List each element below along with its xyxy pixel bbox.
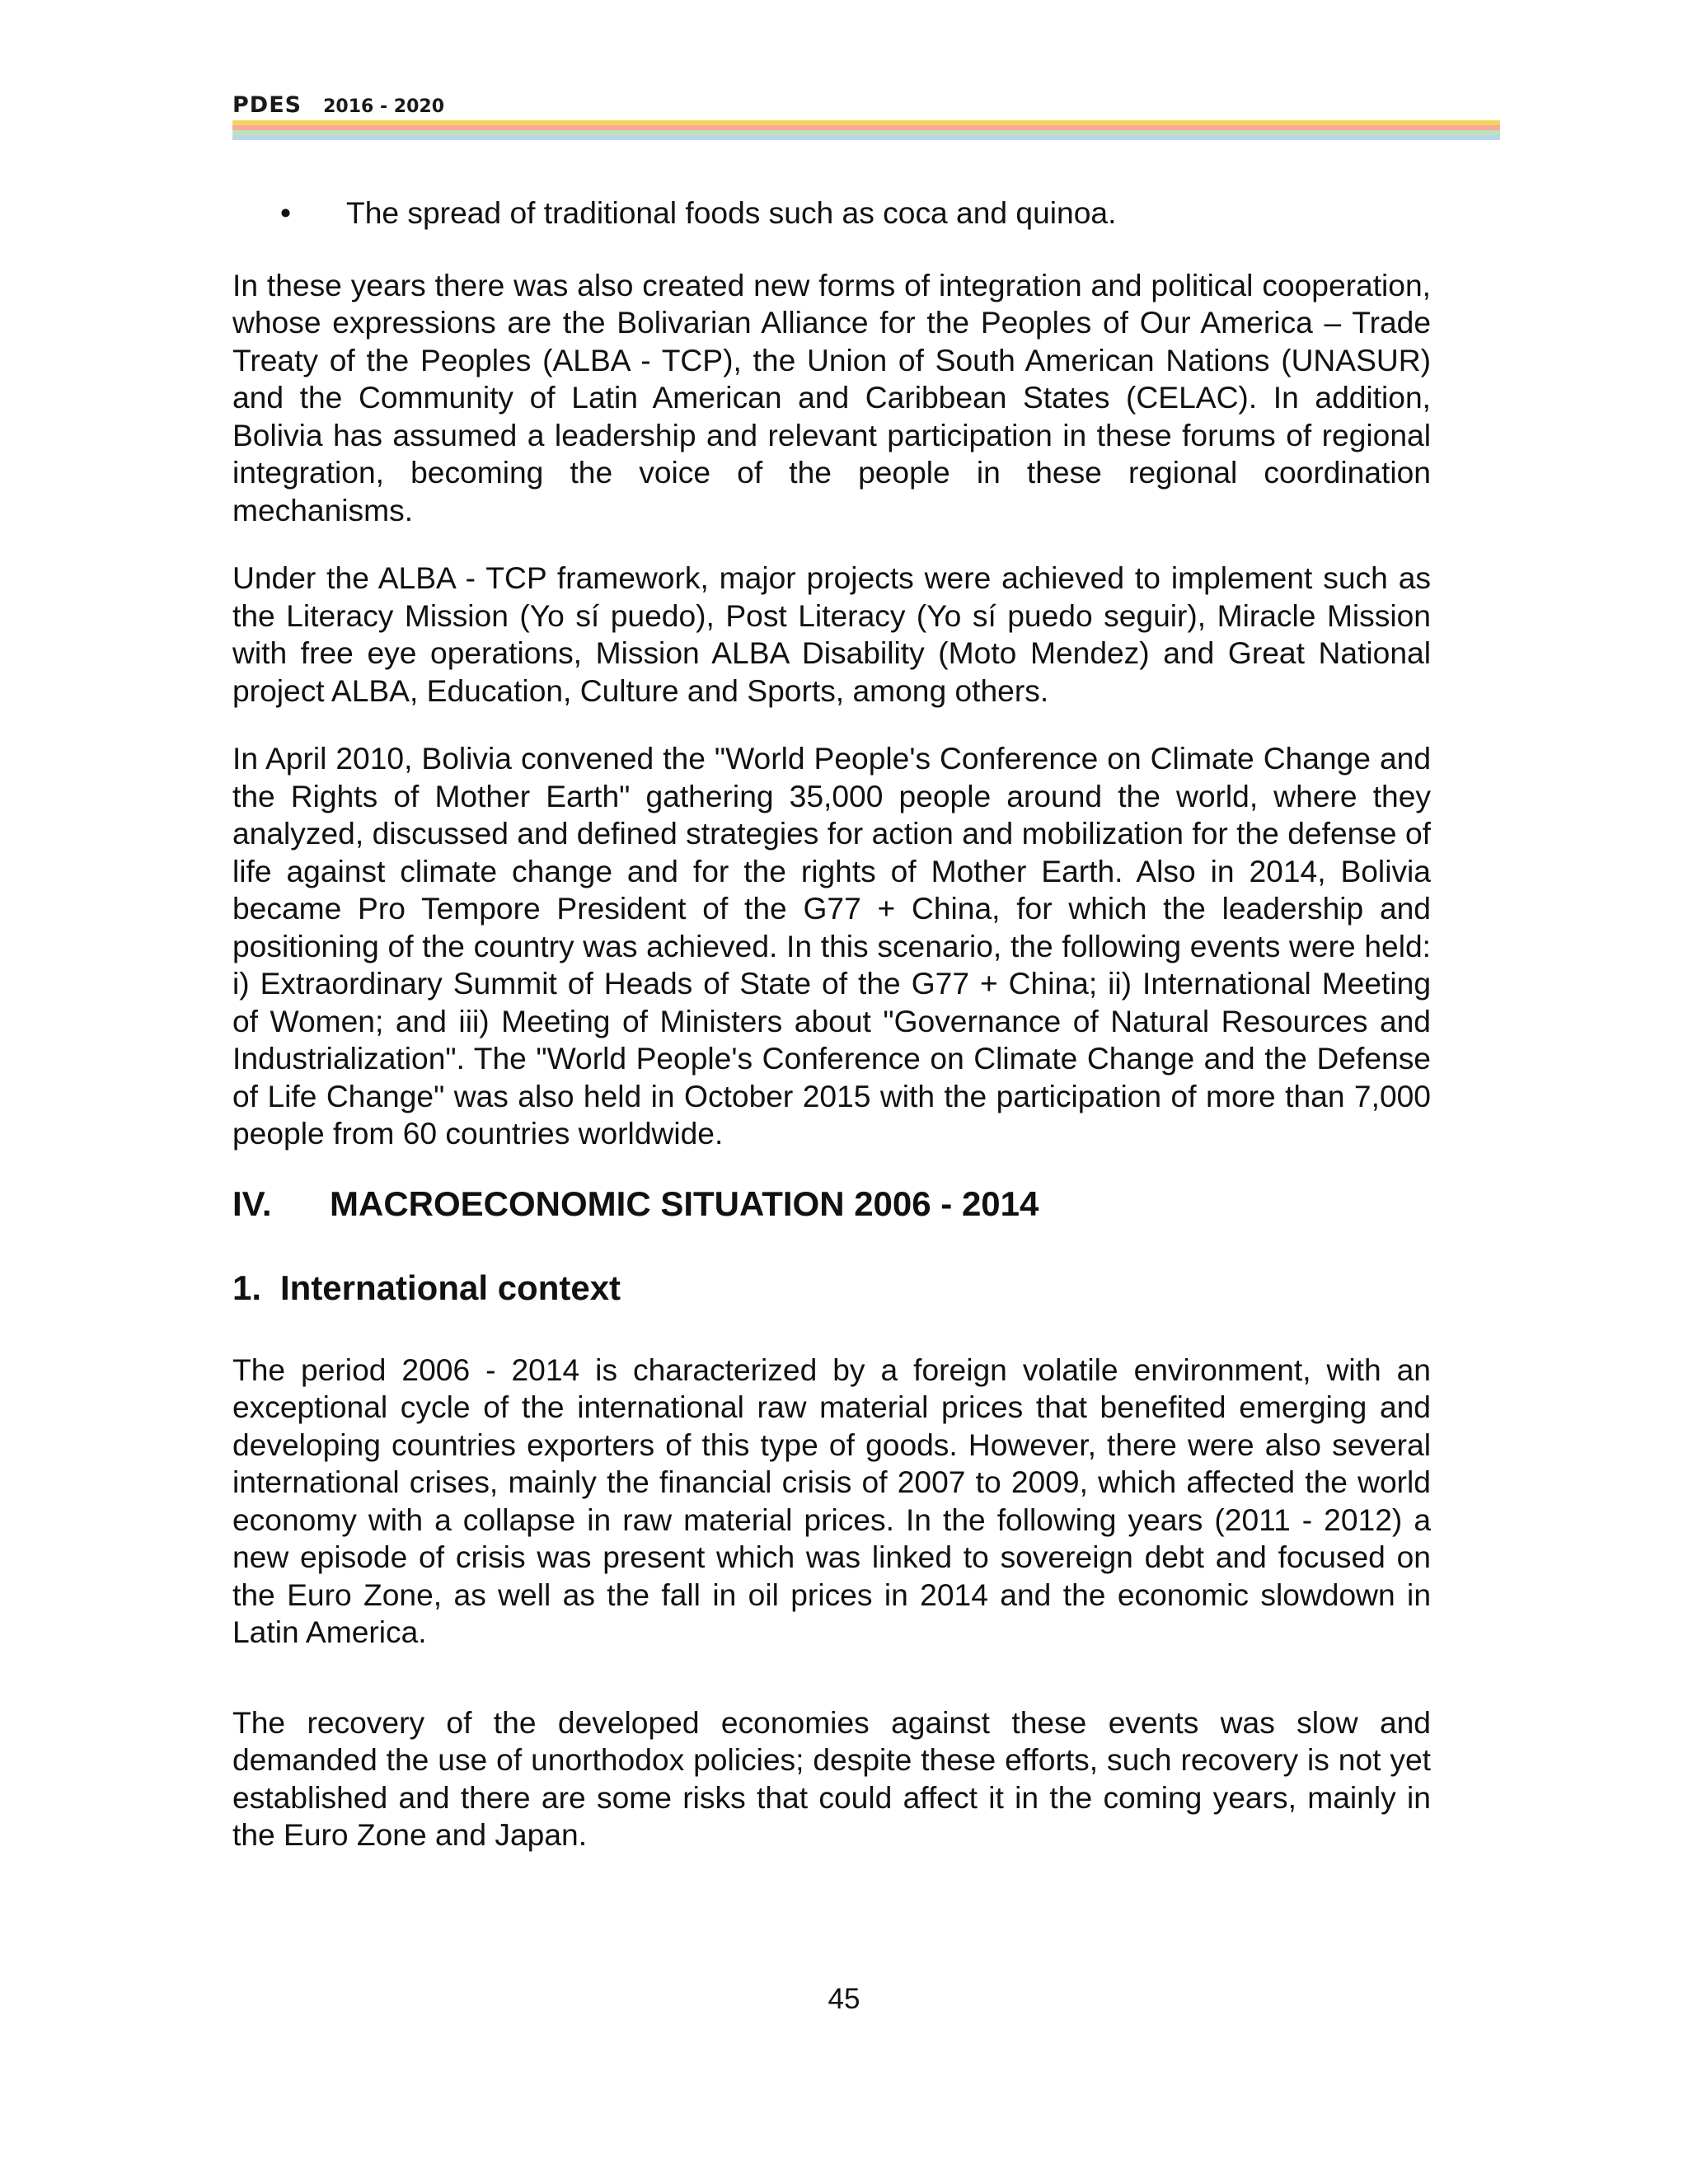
- header-years: 2016 - 2020: [323, 96, 445, 117]
- subsection-heading: [232, 1268, 1431, 1309]
- header-abbr: PDES: [232, 92, 302, 118]
- bullet-symbol: •: [280, 195, 292, 230]
- subsection-number: 1.: [232, 1268, 262, 1307]
- bullet-text: The spread of traditional foods such as coca and quinoa.: [346, 195, 1117, 230]
- paragraph-integration: In these years there was also created new forms of integration and political cooperation, whose expressions are the Bolivarian Alliance for the Peoples of Our America – Trade Treaty of the Peoples (ALBA - TCP), the Union of South American Nations (UNASUR) and the Community of Latin American and Caribbean States (CELAC). In addition, Bolivia has assumed a leadership and relevant participation in these forums of regional integration, becoming the voice of the people in these regional coordination mechanisms.: [232, 267, 1431, 527]
- page-body: [232, 194, 1431, 1885]
- subsection-title: International context: [280, 1268, 621, 1307]
- paragraph-international-context: The period 2006 - 2014 is characterized by a foreign volatile environment, with an exceptional cycle of the international raw material prices that benefited emerging and developing countries exporters of this type of goods. However, there were also several international crises, mainly the financial crisis of 2007 to 2009, which affected the world economy with a collapse in raw material prices. In the following years (2011 - 2012) a new episode of crisis was present which was linked to sovereign debt and focused on the Euro Zone, as well as the fall in oil prices in 2014 and the economic slowdown in Latin America.: [232, 1352, 1431, 1649]
- bullet-item: [232, 194, 1431, 232]
- section-number: IV.: [232, 1183, 272, 1223]
- section-title: MACROECONOMIC SITUATION 2006 - 2014: [330, 1183, 1039, 1223]
- stripe-blue: [232, 135, 1500, 140]
- running-header: [232, 94, 1500, 116]
- page-number: 45: [828, 1983, 860, 2015]
- header-color-stripes: [232, 120, 1500, 140]
- paragraph-recovery: The recovery of the developed economies against these events was slow and demanded the use of unorthodox policies; despite these efforts, such recovery is not yet established and there are some risks that could affect it in the coming years, mainly in the Euro Zone and Japan.: [232, 1704, 1431, 1852]
- paragraph-alba-projects: Under the ALBA - TCP framework, major projects were achieved to implement such as the Literacy Mission (Yo sí puedo), Post Literacy (Yo sí puedo seguir), Miracle Mission with free eye operations, Mission ALBA Disability (Moto Mendez) and Great National project ALBA, Education, Culture and Sports, among others.: [232, 560, 1431, 708]
- header-title: [232, 94, 1500, 116]
- section-heading: [232, 1183, 1431, 1225]
- paragraph-climate-conference: In April 2010, Bolivia convened the "World People's Conference on Climate Change and the Rights of Mother Earth" gathering 35,000 people around the world, where they analyzed, discussed and defined strategies for action and mobilization for the defense of life against climate change and for the rights of Mother Earth. Also in 2014, Bolivia became Pro Tempore President of the G77 + China, for which the leadership and positioning of the country was achieved. In this scenario, the following events were held: i) Extraordinary Summit of Heads of State of the G77 + China; ii) International Meeting of Women; and iii) Meeting of Ministers about "Governance of Natural Resources and Industrialization". The "World People's Conference on Climate Change and the Defense of Life Change" was also held in October 2015 with the participation of more than 7,000 people from 60 countries worldwide.: [232, 741, 1431, 1151]
